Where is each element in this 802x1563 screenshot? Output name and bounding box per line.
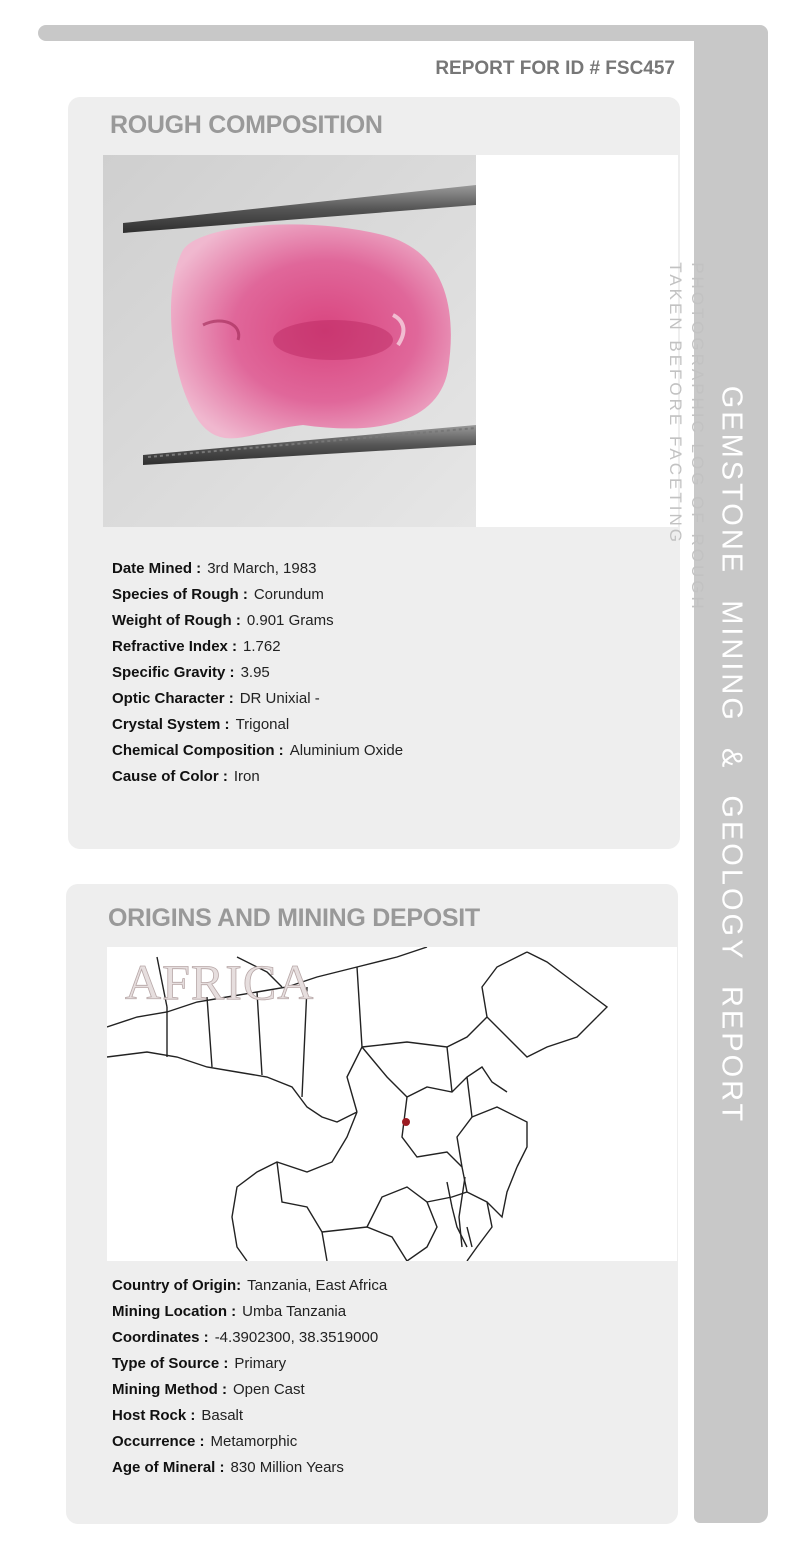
field-date-mined: Date Mined : 3rd March, 1983	[112, 560, 317, 577]
photo-note	[664, 262, 708, 612]
rough-composition-title: ROUGH COMPOSITION	[110, 111, 383, 139]
top-band	[38, 25, 768, 41]
rough-field-list	[112, 556, 403, 790]
field-mining-location: Mining Location : Umba Tanzania	[112, 1303, 347, 1320]
origins-title: ORIGINS AND MINING DEPOSIT	[108, 904, 480, 932]
field-chemical-composition: Chemical Composition : Aluminium Oxide	[112, 742, 404, 759]
field-species: Species of Rough : Corundum	[112, 586, 324, 603]
field-refractive-index: Refractive Index : 1.762	[112, 638, 281, 655]
rough-composition-panel	[68, 97, 707, 849]
report-side-title: GEMSTONE MINING & GEOLOGY REPORT	[715, 385, 748, 1125]
report-id: REPORT FOR ID # FSC457	[435, 58, 675, 79]
gem-in-tweezers-image	[103, 155, 476, 527]
map-label: AFRICA	[125, 954, 315, 1010]
field-country: Country of Origin: Tanzania, East Africa	[112, 1277, 388, 1294]
origin-field-list	[112, 1273, 387, 1481]
field-source-type: Type of Source : Primary	[112, 1355, 287, 1372]
field-specific-gravity: Specific Gravity : 3.95	[112, 664, 270, 681]
photo-caption-area	[476, 155, 678, 527]
field-weight: Weight of Rough : 0.901 Grams	[112, 612, 334, 629]
field-crystal-system: Crystal System : Trigonal	[112, 716, 290, 733]
field-cause-of-color: Cause of Color : Iron	[112, 768, 260, 785]
field-optic-character: Optic Character : DR Unixial -	[112, 690, 320, 707]
origins-panel	[66, 884, 678, 1524]
photo-note-line2: TAKEN BEFORE FACETING	[666, 262, 685, 545]
field-mining-method: Mining Method : Open Cast	[112, 1381, 305, 1398]
africa-map	[107, 947, 677, 1261]
photo-note-line1: PHOTOGRAPHIC LOG OF ROUGH	[688, 262, 707, 612]
rough-gem-photo	[103, 155, 476, 527]
field-mineral-age: Age of Mineral : 830 Million Years	[112, 1459, 344, 1476]
field-occurrence: Occurrence : Metamorphic	[112, 1433, 298, 1450]
field-coordinates: Coordinates : -4.3902300, 38.3519000	[112, 1329, 379, 1346]
field-host-rock: Host Rock : Basalt	[112, 1407, 244, 1424]
